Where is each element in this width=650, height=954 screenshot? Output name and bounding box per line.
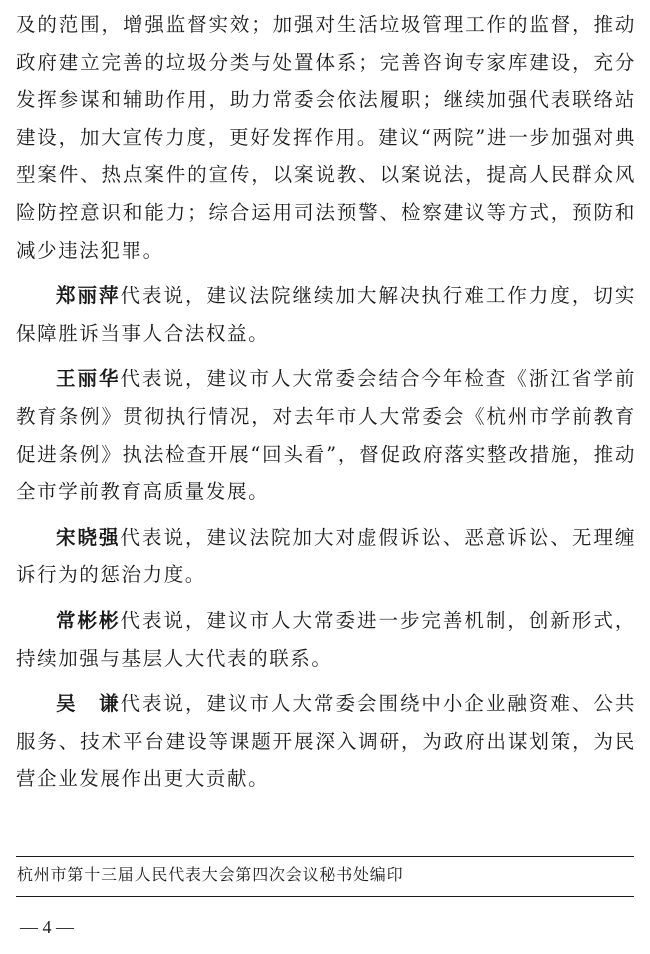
footer-top-rule (16, 856, 634, 857)
footer-bottom-rule (16, 896, 634, 897)
paragraph-speaker-4 (16, 602, 636, 677)
speaker-name: 郑丽萍 (56, 284, 121, 308)
document-body (16, 6, 636, 806)
paragraph-text: 代表说，建议法院继续加大解决执行难工作力度，切实保障胜诉当事人合法权益。 (16, 284, 636, 345)
page-number: — 4 — (20, 917, 74, 937)
paragraph-speaker-5 (16, 685, 636, 798)
paragraph-text: 代表说，建议法院加大对虚假诉讼、恶意诉讼、无理缠诉行为的惩治力度。 (16, 525, 636, 587)
publisher-line: 杭州市第十三届人民代表大会第四次会议秘书处编印 (17, 865, 404, 884)
paragraph-text: 及的范围，增强监督实效；加强对生活垃圾管理工作的监督，推动政府建立完善的垃圾分类与处置体系；完善咨询专家库建设，充分发挥参谋和辅助作用，助力常委会依法履职；继续加强代表联络站建设，加大宣传力度，更好发挥作用。建议“两院”进一步加强对典型案件、热点案件的宣传，以案说教、以案说法，提高人民群众风险防控意识和能力；综合运用司法预警、检察建议等方式，预防和减少违法犯罪。 (16, 13, 636, 262)
paragraph-text: 代表说，建议市人大常委会结合今年检查《浙江省学前教育条例》贯彻执行情况，对去年市人大常委会《杭州市学前教育促进条例》执法检查开展“回头看”，督促政府落实整改措施，推动全市学前教育高质量发展。 (16, 367, 636, 504)
paragraph-text: 代表说，建议市人大常委进一步完善机制，创新形式，持续加强与基层人大代表的联系。 (16, 608, 636, 670)
paragraph-speaker-1 (16, 277, 636, 352)
speaker-name: 王丽华 (56, 367, 121, 391)
speaker-name: 吴 谦 (56, 692, 121, 716)
paragraph-continued (16, 6, 636, 269)
paragraph-speaker-2 (16, 360, 636, 510)
paragraph-text: 代表说，建议市人大常委会围绕中小企业融资难、公共服务、技术平台建设等课题开展深入调研，为政府出谋划策，为民营企业发展作出更大贡献。 (16, 692, 636, 791)
speaker-name: 宋晓强 (56, 525, 121, 549)
speaker-name: 常彬彬 (56, 608, 121, 632)
paragraph-speaker-3 (16, 519, 636, 594)
